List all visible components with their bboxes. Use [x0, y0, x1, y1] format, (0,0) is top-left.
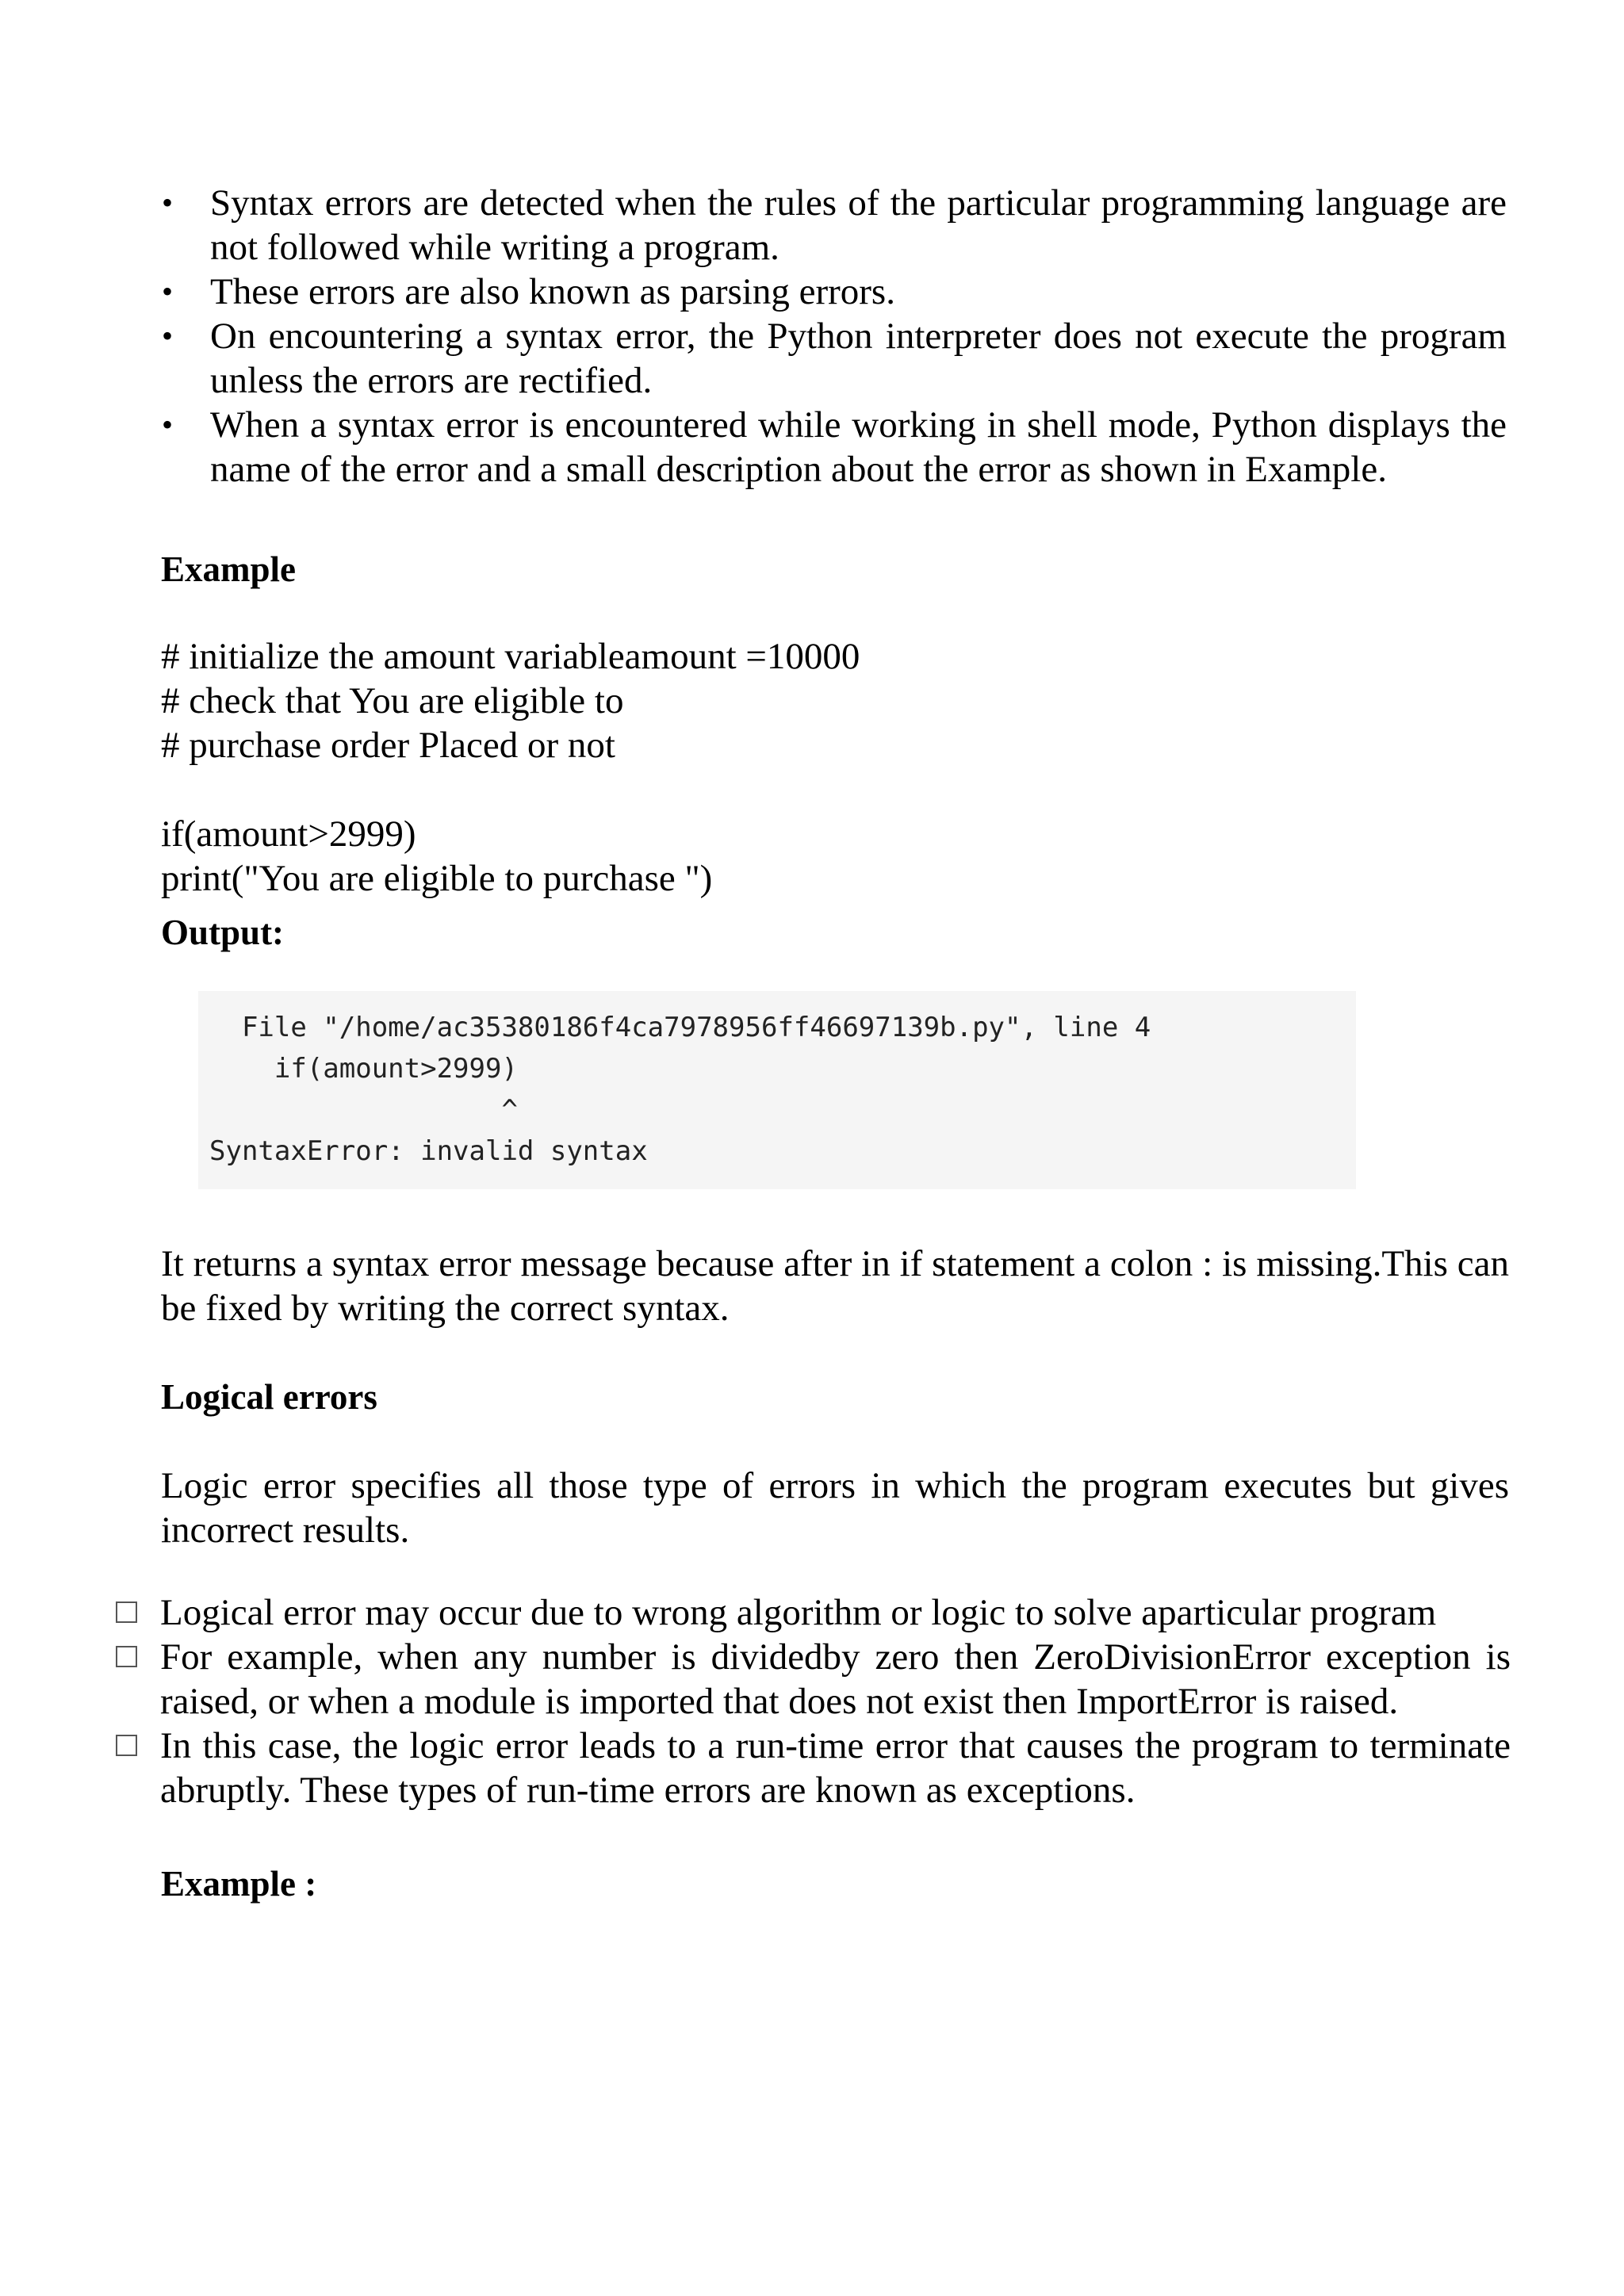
output-code-block: [198, 991, 1356, 1189]
bullet-item: [159, 314, 1507, 403]
bullet-dot-icon: •: [162, 318, 174, 354]
logical-point-text: For example, when any number is dividedby zero then ZeroDivisionError exception is raised, or when a module is imported that does not exist then ImportError is raised.: [160, 1636, 1511, 1722]
output-heading: Output:: [161, 913, 285, 952]
output-caret-line: ^: [209, 1094, 518, 1126]
example-heading: Example: [161, 549, 297, 589]
code-if-line: if(amount>2999): [161, 813, 416, 855]
logical-points-list: [111, 1590, 1511, 1812]
code-comment-line: # check that You are eligible to: [161, 680, 624, 721]
bullet-dot-icon: •: [162, 185, 174, 220]
logical-point-text: In this case, the logic error leads to a run-time error that causes the program to terminate abruptly. These types of run-time errors are known as exceptions.: [160, 1725, 1511, 1811]
logical-point-item: [111, 1724, 1511, 1812]
explanation-paragraph: It returns a syntax error message because after in if statement a colon : is missing.This can be fixed by writing the correct syntax.: [161, 1243, 1509, 1329]
bullet-dot-icon: •: [162, 407, 174, 442]
bullet-text: On encountering a syntax error, the Python interpreter does not execute the program unless the errors are rectified.: [210, 316, 1507, 401]
logical-point-item: [111, 1590, 1511, 1635]
checkbox-glyph-icon: [116, 1601, 137, 1623]
logical-intro-paragraph: Logic error specifies all those type of errors in which the program executes but gives incorrect results.: [161, 1465, 1509, 1551]
checkbox-glyph-icon: [116, 1735, 137, 1756]
code-comment-line: # purchase order Placed or not: [161, 725, 615, 766]
bullet-text: These errors are also known as parsing errors.: [210, 271, 895, 312]
output-line: File "/home/ac35380186f4ca7978956ff46697139b.py", line 4: [209, 1012, 1151, 1043]
logical-point-text: Logical error may occur due to wrong algorithm or logic to solve aparticular program: [160, 1592, 1437, 1633]
bullet-item: [159, 181, 1507, 270]
output-error-line: SyntaxError: invalid syntax: [209, 1135, 648, 1167]
bullet-dot-icon: •: [162, 274, 174, 309]
code-comment-line: # initialize the amount variableamount =10000: [161, 636, 860, 677]
syntax-error-bullet-list: [159, 181, 1507, 492]
logical-errors-heading: Logical errors: [161, 1377, 377, 1417]
output-line: if(amount>2999): [209, 1053, 518, 1085]
logical-point-item: [111, 1635, 1511, 1724]
bullet-item: [159, 403, 1507, 492]
bullet-item: [159, 270, 1507, 314]
example2-heading: Example :: [161, 1864, 317, 1904]
code-print-line: print("You are eligible to purchase "): [161, 858, 713, 899]
bullet-text: Syntax errors are detected when the rules of the particular programming language are not followed while writing a program.: [210, 182, 1507, 268]
bullet-text: When a syntax error is encountered while working in shell mode, Python displays the name of the error and a small description about the error as shown in Example.: [210, 404, 1507, 490]
checkbox-glyph-icon: [116, 1646, 137, 1667]
